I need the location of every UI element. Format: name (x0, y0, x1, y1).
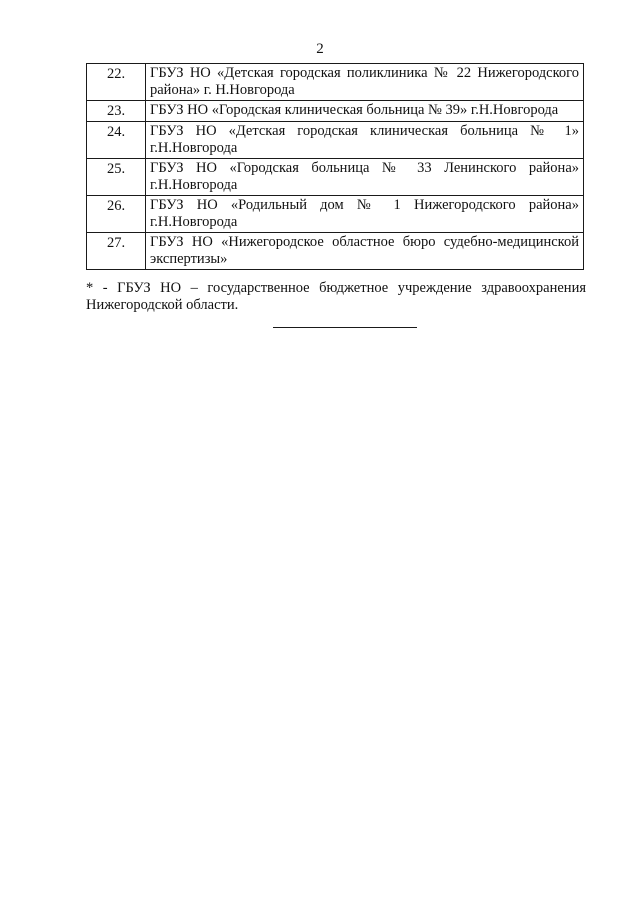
institution-name: ГБУЗ НО «Нижегородское областное бюро судебно-медицинской экспертизы» (146, 233, 584, 270)
institutions-table (86, 63, 584, 270)
row-number: 22. (87, 64, 146, 101)
table-row (87, 159, 584, 196)
table-row (87, 101, 584, 122)
row-number: 24. (87, 122, 146, 159)
closing-divider (273, 327, 417, 328)
institution-name: ГБУЗ НО «Городская клиническая больница № 39» г.Н.Новгорода (146, 101, 584, 122)
institution-name: ГБУЗ НО «Родильный дом № 1 Нижегородского района» г.Н.Новгорода (146, 196, 584, 233)
table-row (87, 196, 584, 233)
table-row (87, 64, 584, 101)
row-number: 27. (87, 233, 146, 270)
table-row (87, 122, 584, 159)
institution-name: ГБУЗ НО «Городская больница № 33 Ленинского района» г.Н.Новгорода (146, 159, 584, 196)
page-number: 2 (316, 41, 324, 57)
footnote: * - ГБУЗ НО – государственное бюджетное учреждение здравоохранения Нижегородской области. (86, 280, 586, 313)
institution-name: ГБУЗ НО «Детская городская поликлиника № 22 Нижегородского района» г. Н.Новгорода (146, 64, 584, 101)
row-number: 26. (87, 196, 146, 233)
row-number: 23. (87, 101, 146, 122)
institution-name: ГБУЗ НО «Детская городская клиническая больница № 1» г.Н.Новгорода (146, 122, 584, 159)
table-row (87, 233, 584, 270)
row-number: 25. (87, 159, 146, 196)
